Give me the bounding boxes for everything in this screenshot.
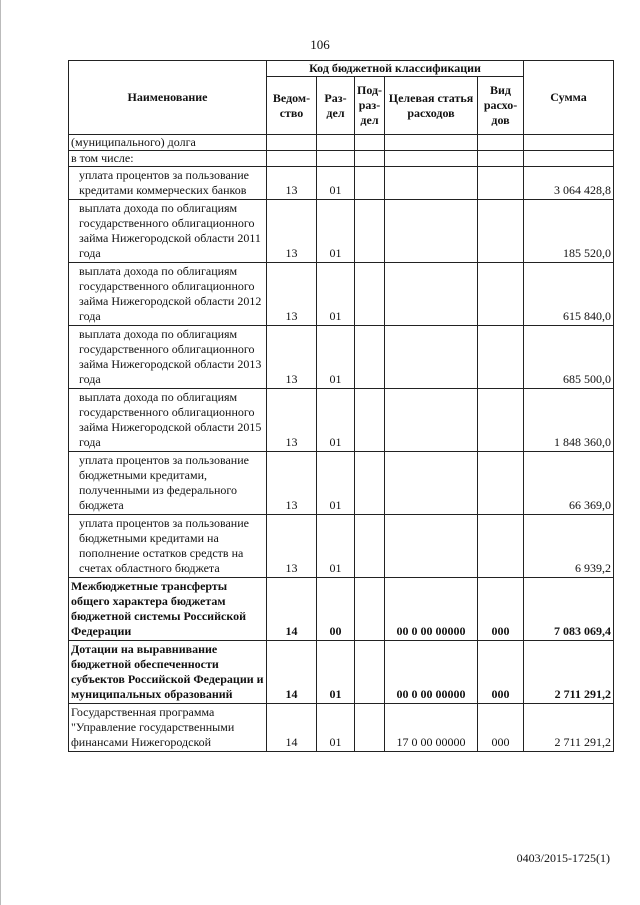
row-subsection: [355, 704, 385, 752]
row-name: (муниципального) долга: [69, 135, 267, 151]
row-expense-type: 000: [478, 704, 524, 752]
row-name: Дотации на выравнивание бюджетной обеспеченности субъектов Российской Федерации и муниципальных образований: [69, 641, 267, 704]
page-number: 106: [310, 37, 330, 52]
header-target-article: Целевая статья расходов: [385, 77, 478, 135]
table-row: [69, 200, 614, 263]
row-section: 01: [317, 389, 355, 452]
row-section: 01: [317, 704, 355, 752]
row-name: выплата дохода по облигациям государственного облигационного займа Нижегородской области 2011 года: [69, 200, 267, 263]
row-target-article: [385, 151, 478, 167]
row-expense-type: [478, 452, 524, 515]
row-name: Государственная программа "Управление государственными финансами Нижегородской: [69, 704, 267, 752]
header-name: Наименование: [69, 61, 267, 135]
row-expense-type: [478, 326, 524, 389]
row-expense-type: [478, 263, 524, 326]
row-subsection: [355, 200, 385, 263]
row-name: уплата процентов за пользование бюджетными кредитами, полученными из федерального бюджета: [69, 452, 267, 515]
row-section: 01: [317, 452, 355, 515]
row-target-article: [385, 263, 478, 326]
row-section: 01: [317, 326, 355, 389]
table-row: [69, 641, 614, 704]
row-expense-type: [478, 151, 524, 167]
header-department: Ведом-ство: [267, 77, 317, 135]
row-expense-type: [478, 515, 524, 578]
row-department: 14: [267, 704, 317, 752]
row-name: Межбюджетные трансферты общего характера бюджетам бюджетной системы Российской Федерации: [69, 578, 267, 641]
row-sum: [524, 135, 614, 151]
row-expense-type: [478, 389, 524, 452]
row-section: 01: [317, 200, 355, 263]
table-row: [69, 167, 614, 200]
row-subsection: [355, 452, 385, 515]
row-target-article: 17 0 00 00000: [385, 704, 478, 752]
row-subsection: [355, 151, 385, 167]
row-target-article: 00 0 00 00000: [385, 578, 478, 641]
row-sum: 66 369,0: [524, 452, 614, 515]
row-sum: 6 939,2: [524, 515, 614, 578]
row-name: выплата дохода по облигациям государственного облигационного займа Нижегородской области 2012 года: [69, 263, 267, 326]
row-target-article: [385, 200, 478, 263]
row-department: 14: [267, 641, 317, 704]
row-department: 13: [267, 326, 317, 389]
row-section: 01: [317, 641, 355, 704]
row-sum: 185 520,0: [524, 200, 614, 263]
row-target-article: [385, 389, 478, 452]
row-target-article: [385, 452, 478, 515]
row-sum: 685 500,0: [524, 326, 614, 389]
row-expense-type: 000: [478, 578, 524, 641]
header-section: Раз-дел: [317, 77, 355, 135]
table-row: [69, 326, 614, 389]
row-sum: 2 711 291,2: [524, 641, 614, 704]
row-expense-type: [478, 167, 524, 200]
row-sum: 2 711 291,2: [524, 704, 614, 752]
row-name: выплата дохода по облигациям государственного облигационного займа Нижегородской области 2015 года: [69, 389, 267, 452]
row-section: 01: [317, 263, 355, 326]
row-name: уплата процентов за пользование бюджетными кредитами на пополнение остатков средств на счетах областного бюджета: [69, 515, 267, 578]
header-expense-type: Вид расхо-дов: [478, 77, 524, 135]
table-row: [69, 578, 614, 641]
table-row: [69, 263, 614, 326]
table-row: [69, 389, 614, 452]
table-row: [69, 704, 614, 752]
row-department: 13: [267, 263, 317, 326]
table-row: [69, 515, 614, 578]
table-row: [69, 135, 614, 151]
row-sum: 3 064 428,8: [524, 167, 614, 200]
row-target-article: 00 0 00 00000: [385, 641, 478, 704]
row-subsection: [355, 389, 385, 452]
table-row: [69, 452, 614, 515]
row-sum: 1 848 360,0: [524, 389, 614, 452]
row-section: 01: [317, 515, 355, 578]
row-department: 13: [267, 200, 317, 263]
row-department: 13: [267, 389, 317, 452]
row-section: [317, 151, 355, 167]
row-subsection: [355, 641, 385, 704]
row-subsection: [355, 167, 385, 200]
row-department: 13: [267, 452, 317, 515]
document-footer-code: 0403/2015-1725(1): [516, 851, 610, 865]
table-row: [69, 151, 614, 167]
row-department: [267, 151, 317, 167]
row-name: выплата дохода по облигациям государственного облигационного займа Нижегородской области 2013 года: [69, 326, 267, 389]
row-expense-type: [478, 200, 524, 263]
row-subsection: [355, 135, 385, 151]
row-target-article: [385, 326, 478, 389]
row-target-article: [385, 135, 478, 151]
header-sum: Сумма: [524, 61, 614, 135]
row-sum: 7 083 069,4: [524, 578, 614, 641]
row-expense-type: 000: [478, 641, 524, 704]
header-classification-group: Код бюджетной классификации: [267, 61, 524, 77]
row-target-article: [385, 515, 478, 578]
row-subsection: [355, 578, 385, 641]
row-department: [267, 135, 317, 151]
header-subsection: Под-раз-дел: [355, 77, 385, 135]
row-sum: 615 840,0: [524, 263, 614, 326]
row-department: 13: [267, 515, 317, 578]
row-department: 13: [267, 167, 317, 200]
row-section: [317, 135, 355, 151]
row-name: в том числе:: [69, 151, 267, 167]
row-subsection: [355, 326, 385, 389]
row-subsection: [355, 515, 385, 578]
row-department: 14: [267, 578, 317, 641]
row-section: 00: [317, 578, 355, 641]
scan-edge-line: [0, 0, 1, 905]
row-expense-type: [478, 135, 524, 151]
budget-table: [68, 60, 614, 752]
row-name: уплата процентов за пользование кредитами коммерческих банков: [69, 167, 267, 200]
row-section: 01: [317, 167, 355, 200]
row-sum: [524, 151, 614, 167]
row-target-article: [385, 167, 478, 200]
row-subsection: [355, 263, 385, 326]
